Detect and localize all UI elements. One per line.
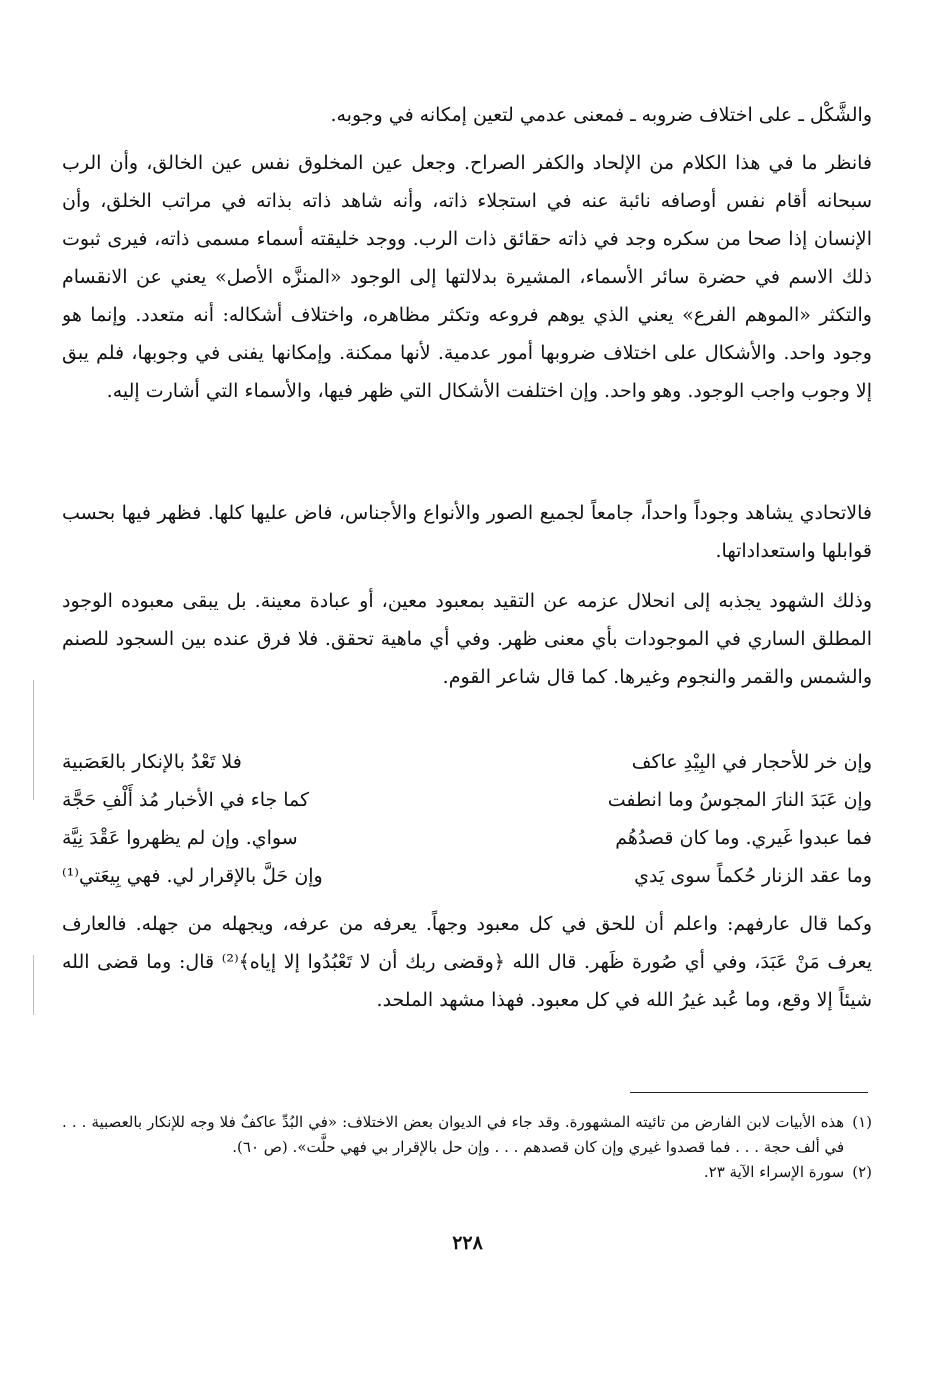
- verse-line: [62, 819, 872, 857]
- footnote-number: (١): [852, 1113, 872, 1131]
- page-number: ٢٢٨: [452, 1232, 483, 1254]
- verse-first-hemistich: وإن عَبَدَ النارَ المجوسُ وما انطفت: [607, 789, 872, 811]
- footnote-number: (٢): [852, 1163, 872, 1181]
- verse-second-hemistich: سواي. وإن لم يظهروا عَقْدَ نِيَّة: [62, 827, 298, 849]
- footnotes: [62, 1110, 872, 1185]
- scan-artifact-line: [33, 955, 34, 1015]
- verse-line: [62, 743, 872, 781]
- footnote-1: [62, 1110, 872, 1160]
- poem-verses: [62, 743, 872, 895]
- scan-artifact-line: [33, 680, 34, 800]
- verse-second-hemistich: فلا تَعْدُ بالإنكار بالعَصَبية: [62, 751, 242, 773]
- verse-first-hemistich: فما عبدوا غَيري. وما كان قصدُهُم: [615, 827, 872, 849]
- verse-first-hemistich: وإن خر للأحجار في البِيْدِ عاكف: [631, 751, 872, 773]
- footnote-text: هذه الأبيات لابن الفارض من تائيته المشهورة. وقد جاء في الديوان بعض الاختلاف: «في البُدِّ عاكفٌ فلا وجه للإنكار بالعصبية . . . في ألف حجة . . . فما قصدوا غيري وإن كان قصدهم . . . وإن حل بالإقرار بي فهي حلَّت». (ص ٦٠).: [62, 1113, 845, 1156]
- verse-line: [62, 857, 872, 895]
- paragraph-2: فانظر ما في هذا الكلام من الإلحاد والكفر الصراح. وجعل عين المخلوق نفس عين الخالق، وأن الرب سبحانه أقام نفس أوصافه نائبة عنه في استجلاء ذاته، وأنه شاهد ذاته بذاته في مراتب الخلق، وأن الإنسان إذا صحا من سكره وجد في ذاته حقائق ذات الرب. ووجد خليقته أسماء مسمى ذاته، فيرى ثبوت ذلك الاسم في حضرة سائر الأسماء، المشيرة بدلالتها إلى الوجود «المنزَّه الأصل» يعني عن الانقسام والتكثر «الموهم الفرع» يعني الذي يوهم فروعه وتكثر مظاهره، واختلاف أشكاله: أنه متعدد. وإنما هو وجود واحد. والأشكال على اختلاف ضروبها أمور عدمية. لأنها ممكنة. وإمكانها يفنى في وجوبها، فلم يبق إلا وجوب واجب الوجود. وهو واحد. وإن اختلفت الأشكال التي ظهر فيها، والأسماء التي أشارت إليه.: [62, 152, 872, 402]
- paragraph-1: والشَّكْل ـ على اختلاف ضروبه ـ فمعنى عدمي لتعين إمكانه في وجوبه.: [330, 104, 872, 126]
- footnote-2: [62, 1160, 872, 1185]
- verse-line: [62, 781, 872, 819]
- footnote-divider: [630, 1092, 868, 1093]
- footnote-text: سورة الإسراء الآية ٢٣.: [703, 1163, 845, 1181]
- paragraph-5: وكما قال عارفهم: واعلم أن للحق في كل معبود وجهاً. يعرفه من عرفه، ويجهله من جهله. فالعارف يعرف مَنْ عَبَدَ، وفي أي صُورة ظَهر. قال الله ﴿وقضى ربك أن لا تَعْبُدُوا إلا إياه﴾⁽²⁾ قال: وما قضى الله شيئاً إلا وقع، وما عُبد غيرُ الله في كل معبود. فهذا مشهد الملحد.: [62, 913, 872, 1011]
- paragraph-4: وذلك الشهود يجذبه إلى انحلال عزمه عن التقيد بمعبود معين، أو عبادة معينة. بل يبقى معبوده الوجود المطلق الساري في الموجودات بأي معنى ظهر. وفي أي ماهية تحقق. فلا فرق عنده بين السجود للصنم والشمس والقمر والنجوم وغيرها. كما قال شاعر القوم.: [62, 590, 872, 688]
- paragraph-3: فالاتحادي يشاهد وجوداً واحداً، جامعاً لجميع الصور والأنواع والأجناس، فاض عليها كلها. فظهر فيها بحسب قوابلها واستعداداتها.: [62, 502, 872, 562]
- verse-first-hemistich: وما عقد الزنار حُكماً سوى يَدي: [634, 865, 872, 887]
- verse-second-hemistich: وإن حَلَّ بالإقرار لي. فهي بِيعَتي⁽¹⁾: [62, 865, 323, 887]
- verse-second-hemistich: كما جاء في الأخبار مُذ أَلْفِ حَجَّة: [62, 789, 310, 811]
